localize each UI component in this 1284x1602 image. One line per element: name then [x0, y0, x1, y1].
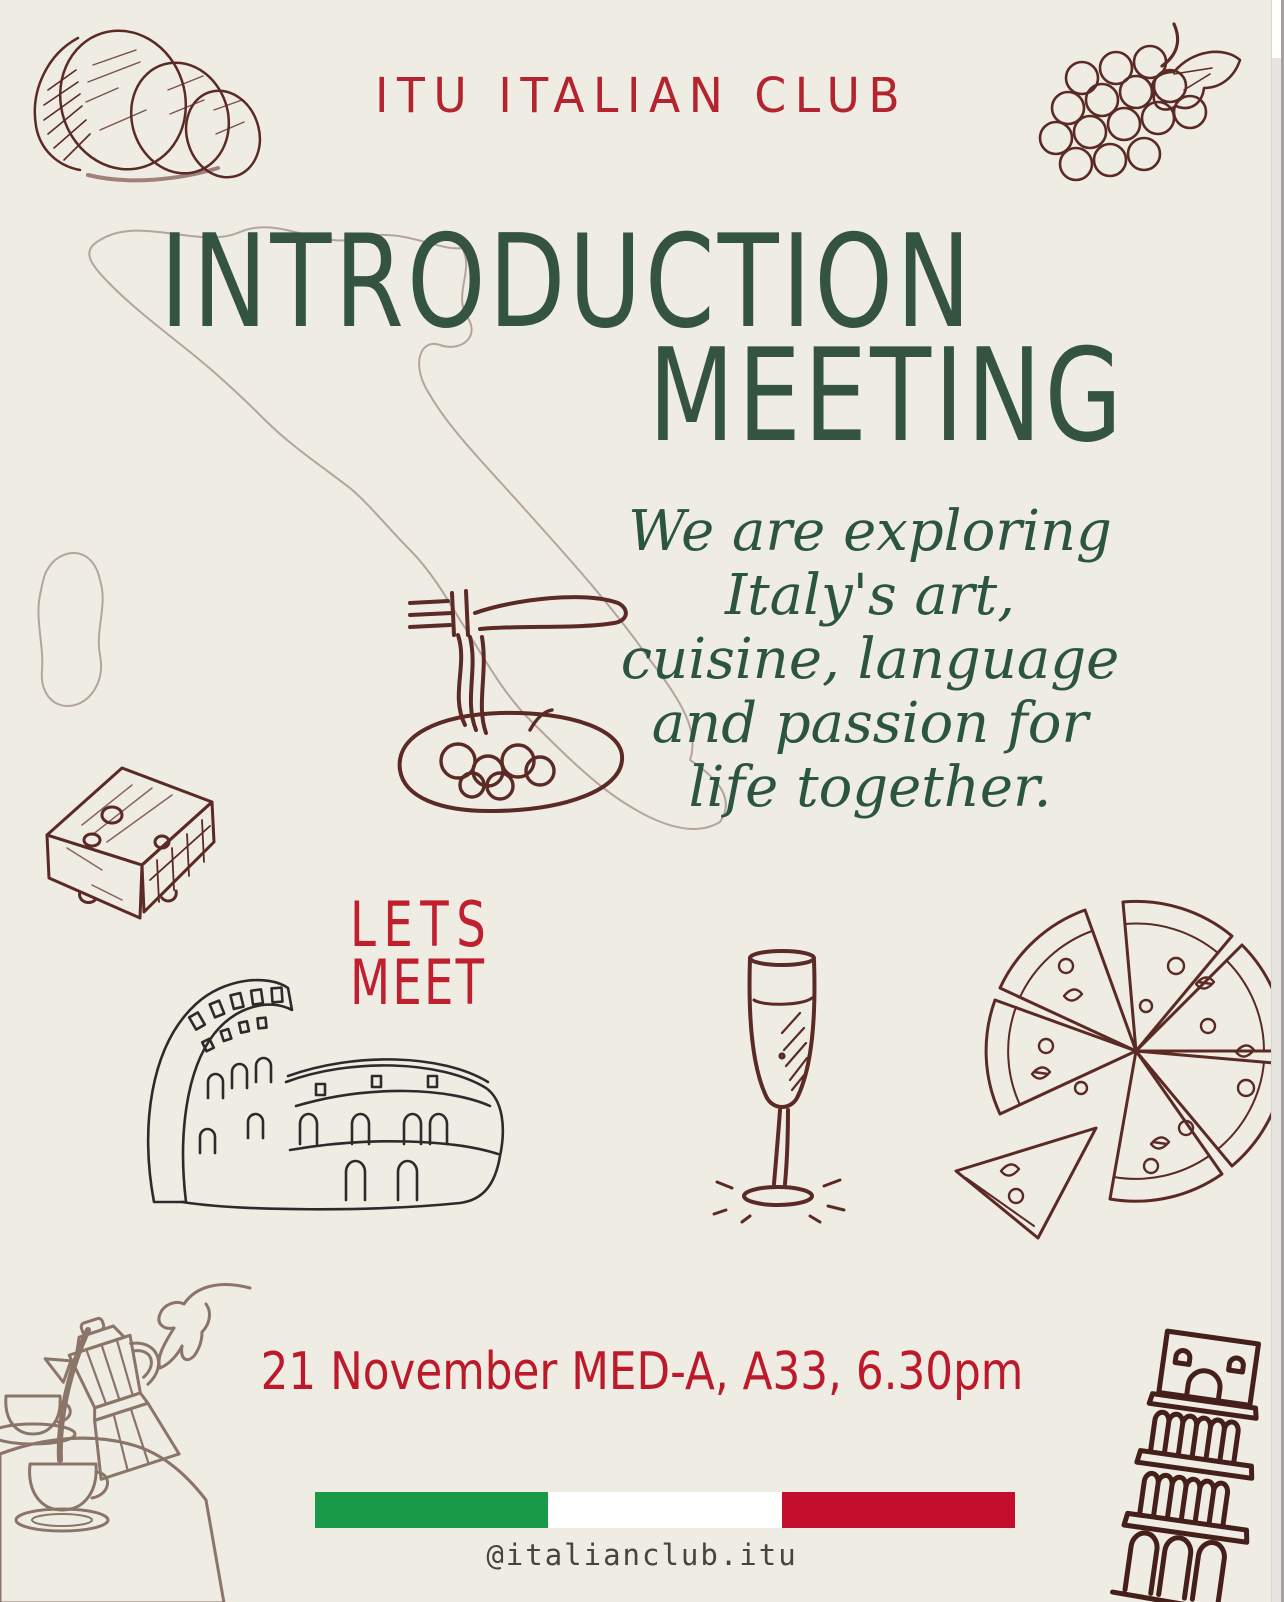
italian-flag	[315, 1492, 1015, 1528]
club-name-text: ITU ITALIAN CLUB	[375, 68, 909, 124]
description-line: and passion for	[651, 691, 1089, 756]
social-handle-text: @italianclub.itu	[486, 1538, 798, 1572]
social-handle	[0, 1538, 1284, 1572]
flag-red-stripe	[782, 1492, 1015, 1528]
cta-line-2: MEET	[350, 946, 487, 1019]
title-line-1: INTRODUCTION	[160, 208, 974, 357]
club-name	[0, 68, 1284, 124]
event-details-text: 21 November MED-A, A33, 6.30pm	[260, 1342, 1024, 1402]
cheese-wedge-icon	[22, 730, 242, 940]
pizza-icon	[946, 866, 1284, 1236]
cta-line-1: LETS	[350, 888, 494, 961]
description-line: We are exploring	[628, 499, 1112, 564]
description-line: life together.	[688, 755, 1052, 820]
event-details	[0, 1342, 1284, 1402]
poster-title	[160, 208, 1125, 471]
right-edge-strip	[1271, 0, 1284, 1602]
flag-green-stripe	[315, 1492, 548, 1528]
description-line: cuisine, language	[620, 627, 1120, 692]
champagne-flute-icon	[712, 938, 852, 1238]
cta-text	[350, 888, 541, 1019]
flag-white-stripe	[548, 1492, 781, 1528]
description-text	[590, 500, 1150, 820]
title-line-2: MEETING	[648, 322, 1125, 471]
description-line: Italy's art,	[725, 563, 1015, 628]
